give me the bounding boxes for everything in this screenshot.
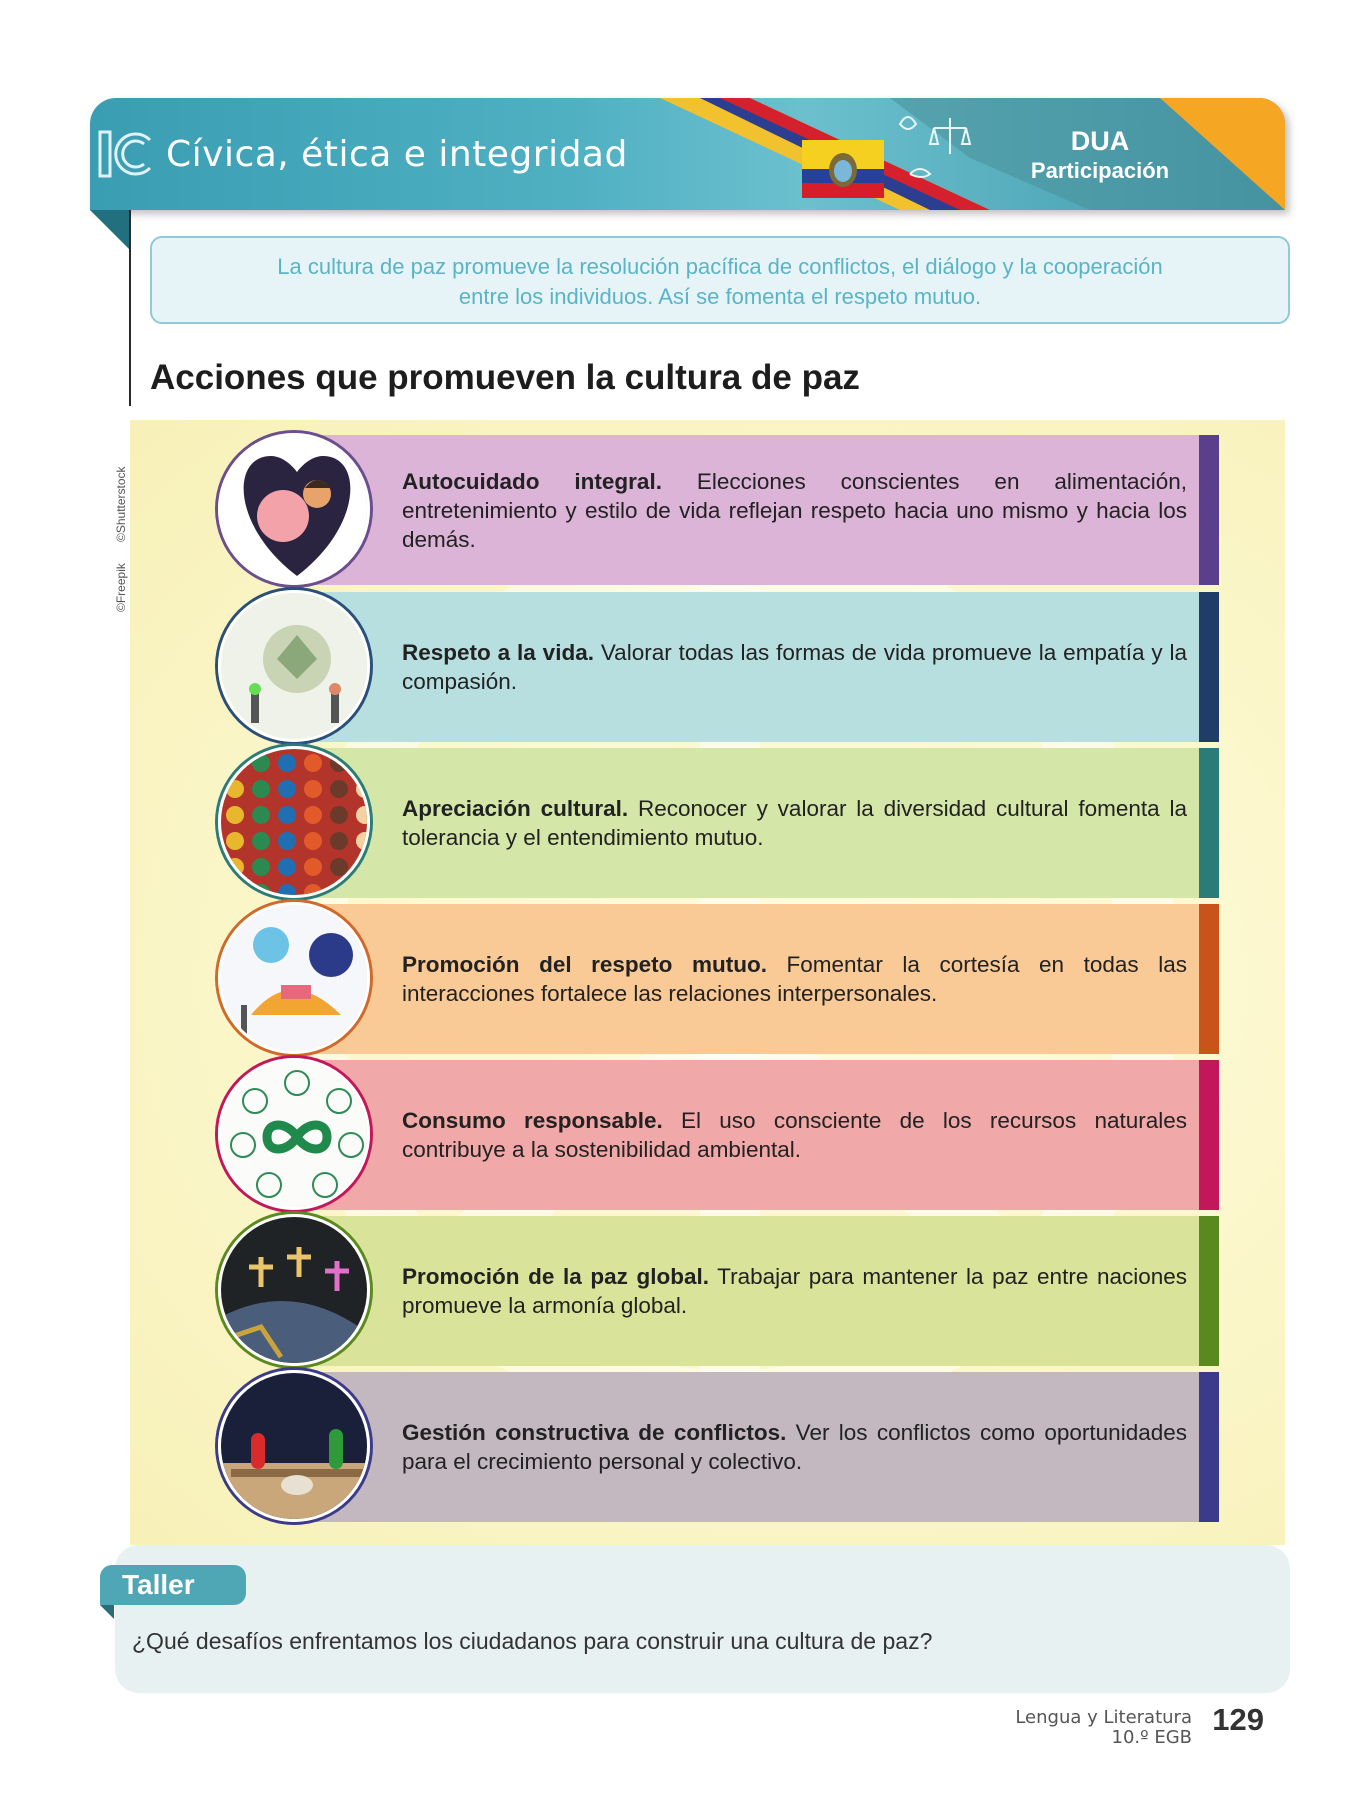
action-description: Valorar todas las formas de vida promueve la empatía y la compasión. (402, 640, 1188, 694)
action-description: Ver los conflictos como oportunidades para el crecimiento personal y colectivo. (402, 1420, 1187, 1474)
action-description: Reconocer y valorar la diversidad cultural fomenta la tolerancia y el entendimiento mutuo. (402, 796, 1187, 850)
action-accent-bar (1199, 435, 1219, 585)
action-row (302, 1216, 1207, 1366)
taller-fold (100, 1605, 114, 1619)
dua-title: DUA (1070, 126, 1130, 156)
action-title: Gestión constructiva de conflictos. (402, 1420, 787, 1445)
action-illustration (218, 590, 370, 742)
action-text (402, 435, 1187, 585)
action-description: Trabajar para mantener la paz entre naciones promueve la armonía global. (402, 1264, 1188, 1318)
action-row (302, 435, 1207, 585)
action-row (302, 1060, 1207, 1210)
banner-fold (90, 210, 130, 250)
action-text (402, 1060, 1187, 1210)
credit-freepik: ©Freepik (114, 563, 128, 612)
footer-subject: Lengua y Literatura (1015, 1707, 1192, 1728)
action-title: Apreciación cultural. (402, 796, 629, 821)
action-text (402, 592, 1187, 742)
action-illustration (218, 433, 370, 585)
margin-line (129, 210, 131, 406)
action-accent-bar (1199, 1372, 1219, 1522)
section-title-banner: Cívica, ética e integridad (166, 134, 628, 175)
justice-icons (890, 104, 1010, 194)
action-title: Consumo responsable. (402, 1108, 663, 1133)
page-number: 129 (1212, 1702, 1264, 1737)
action-row (302, 904, 1207, 1054)
action-text (402, 904, 1187, 1054)
dua-subtitle: Participación (1030, 158, 1170, 183)
action-row (302, 592, 1207, 742)
action-description: Elecciones conscientes en alimentación, entretenimiento y estilo de vida reflejan respeto hacia uno mismo y hacia los demás. (402, 468, 1187, 552)
section-heading: Acciones que promueven la cultura de paz (150, 358, 860, 397)
action-text (402, 748, 1187, 898)
action-illustration (218, 902, 370, 1054)
action-title: Respeto a la vida. (402, 640, 594, 665)
action-row (302, 1372, 1207, 1522)
section-banner (90, 98, 1285, 210)
action-illustration (218, 1058, 370, 1210)
taller-label: Taller (100, 1565, 246, 1605)
taller-question: ¿Qué desafíos enfrentamos los ciudadanos para construir una cultura de paz? (132, 1628, 933, 1654)
action-row (302, 748, 1207, 898)
ic-logo-icon (96, 128, 156, 180)
action-accent-bar (1199, 1216, 1219, 1366)
action-illustration (218, 1214, 370, 1366)
action-accent-bar (1199, 748, 1219, 898)
action-title: Promoción del respeto mutuo. (402, 952, 767, 977)
ecuador-flag-icon (802, 140, 884, 198)
action-title: Autocuidado integral. (402, 468, 662, 494)
action-text (402, 1216, 1187, 1366)
footer-grade: 10.º EGB (1111, 1727, 1192, 1748)
action-text (402, 1372, 1187, 1522)
credit-shutterstock: ©Shutterstock (114, 466, 128, 542)
intro-box: La cultura de paz promueve la resolución pacífica de conflictos, el diálogo y la cooperación entre los individuos. Así se fomenta el respeto mutuo. (150, 236, 1290, 324)
action-illustration (218, 1370, 370, 1522)
action-description: El uso consciente de los recursos naturales contribuye a la sostenibilidad ambiental. (402, 1108, 1188, 1162)
action-illustration (218, 746, 370, 898)
action-title: Promoción de la paz global. (402, 1264, 709, 1289)
action-accent-bar (1199, 592, 1219, 742)
action-description: Fomentar la cortesía en todas las interacciones fortalece las relaciones interpersonales. (402, 952, 1188, 1006)
action-accent-bar (1199, 904, 1219, 1054)
taller-box (115, 1545, 1290, 1693)
action-accent-bar (1199, 1060, 1219, 1210)
